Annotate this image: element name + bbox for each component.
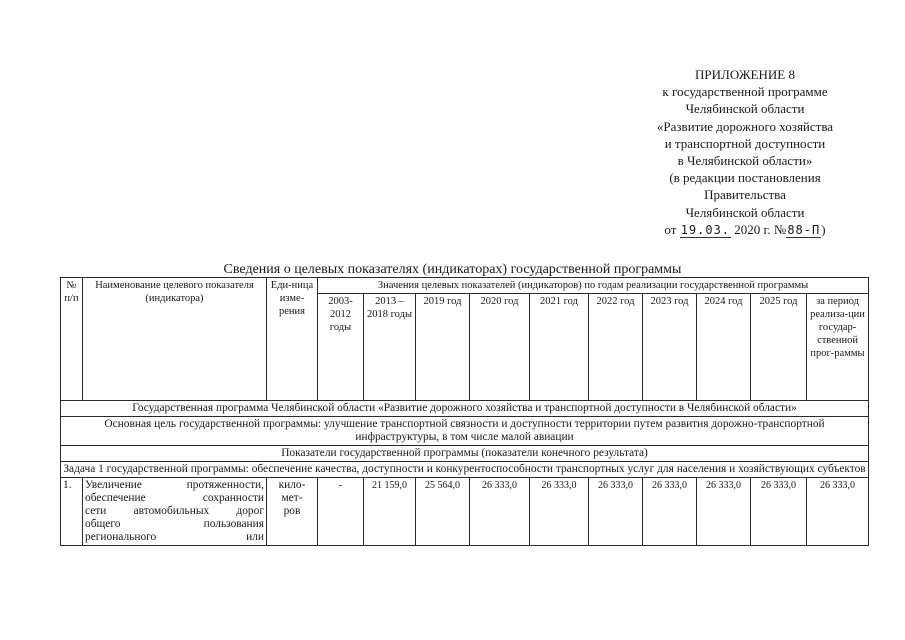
program-row [61, 401, 869, 417]
row-value: 25 564,0 [416, 478, 470, 546]
row-unit-line: мет- [281, 492, 303, 504]
header-num: № п/п [61, 278, 83, 401]
task-row [61, 462, 869, 478]
row-name-line: общего пользования [85, 518, 264, 530]
appendix-line: «Развитие дорожного хозяйства [656, 118, 834, 134]
appendix-line: Челябинской области [685, 204, 805, 220]
row-unit [267, 478, 318, 546]
row-unit-line: кило- [278, 479, 306, 491]
row-value: 26 333,0 [530, 478, 589, 546]
row-num: 1. [61, 478, 83, 546]
handwritten-number: 88-П [787, 222, 821, 237]
row-value: 26 333,0 [643, 478, 697, 546]
row-value: - [318, 478, 364, 546]
row-unit-line: ров [283, 505, 301, 517]
header-year: 2025 год [751, 294, 807, 401]
appendix-line: к государственной программе [662, 84, 828, 100]
handwritten-date: 19.03. [680, 222, 731, 237]
row-name-line: регионального или [85, 531, 264, 543]
header-year: 2024 год [697, 294, 751, 401]
appendix-line: ПРИЛОЖЕНИЕ 8 [695, 67, 795, 82]
program-row-text: Государственная программа Челябинской области «Развитие дорожного хозяйства и транспортной доступности в Челябинской области» [61, 401, 869, 417]
row-name-line: обеспечение сохранности [85, 492, 264, 504]
row-value: 26 333,0 [470, 478, 530, 546]
goal-row-text: Основная цель государственной программы: улучшение транспортной связности и доступности территории путем развития дорожно-транспортной инфраструктуры, в том числе малой авиации [61, 417, 869, 446]
from-prefix: от [664, 221, 677, 237]
header-year: за период реализа-ции государ-ственной прог-раммы [807, 294, 869, 401]
resolution-date-line [600, 221, 890, 239]
row-value: 21 159,0 [364, 478, 416, 546]
indicators-table [60, 277, 869, 546]
goal-row [61, 417, 869, 446]
closing-paren: ) [821, 221, 826, 237]
row-name-line: Увеличение протяженности, [85, 479, 264, 491]
row-value: 26 333,0 [807, 478, 869, 546]
table-row [61, 478, 869, 546]
header-year: 2022 год [589, 294, 643, 401]
indicators-row-text: Показатели государственной программы (показатели конечного результата) [61, 446, 869, 462]
header-year: 2020 год [470, 294, 530, 401]
appendix-line: Правительства [704, 187, 786, 203]
task-row-text: Задача 1 государственной программы: обеспечение качества, доступности и конкурентоспособности транспортных услуг для населения и хозяйствующих субъектов [61, 462, 869, 478]
header-row [61, 278, 869, 294]
header-year: 2013 – 2018 годы [364, 294, 416, 401]
appendix-line: в Челябинской области» [677, 153, 813, 169]
header-year: 2003-2012 годы [318, 294, 364, 401]
header-values-group: Значения целевых показателей (индикаторов) по годам реализации государственной программы [318, 278, 869, 294]
header-year: 2019 год [416, 294, 470, 401]
header-unit: Еди-ница изме-рения [267, 278, 318, 401]
row-value: 26 333,0 [697, 478, 751, 546]
appendix-line: и транспортной доступности [664, 135, 826, 151]
row-value: 26 333,0 [751, 478, 807, 546]
indicators-row [61, 446, 869, 462]
row-value: 26 333,0 [589, 478, 643, 546]
year-text: 2020 г. № [734, 221, 787, 237]
header-year: 2021 год [530, 294, 589, 401]
header-name: Наименование целевого показателя (индикатора) [83, 278, 267, 401]
appendix-header [600, 66, 890, 239]
header-year: 2023 год [643, 294, 697, 401]
appendix-line: (в редакции постановления [669, 170, 821, 186]
table-title: Сведения о целевых показателях (индикаторах) государственной программы [223, 262, 682, 277]
appendix-line: Челябинской области [685, 101, 805, 117]
row-name [83, 478, 267, 546]
row-name-line: сети автомобильных дорог [85, 505, 264, 517]
